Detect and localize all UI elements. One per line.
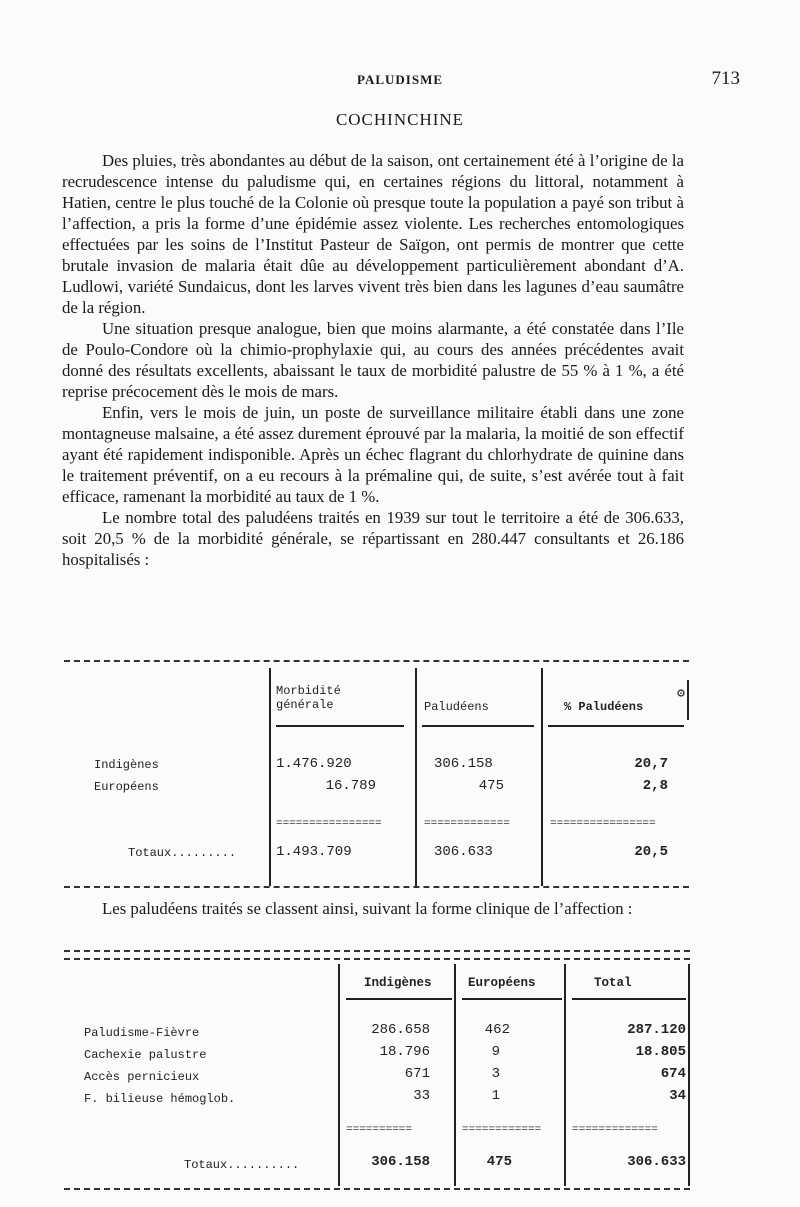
table-top-border [64, 950, 690, 952]
header-paludeens: Paludéens [424, 700, 489, 714]
paragraph-1: Des pluies, très abondantes au début de la saison, ont certainement été à l’origine de la recrudescence intense du paludisme qui, en certaines régions du littoral, notamment à Hatien, centre le plus touché de la Colonie où presque toute la population a payé son tribut à l’affection, a pris la forme d’une épidémie assez violente. Les recherches entomologiques effectuées par les soins de l’Institut Pasteur de Saïgon, ont permis de montrer que cette brutale invasion de malaria était dûe au développement particulièrement abondant d’A. Ludlowi, variété Sundaicus, dont les larves vivent très bien dans les lagunes d’eau saumâtre de la région. [62, 151, 684, 317]
paragraph-2: Une situation presque analogue, bien que moins alarmante, a été constatée dans l’Ile de Poulo-Condore où la chimio-prophylaxie qui, au cours des années précédentes avait donné des résultats excellents, abaissant le taux de morbidité palustre de 55 % à 1 %, a été reprise précocement dès le mois de mars. [62, 319, 684, 401]
header-underline [572, 998, 686, 1000]
sum-rule: ================ [276, 818, 382, 830]
header-underline [346, 998, 452, 1000]
cell: 2,8 [642, 778, 668, 794]
total-label: Totaux......... [128, 846, 237, 860]
page-header [60, 68, 740, 92]
cell: 33 [413, 1088, 430, 1104]
row-label: F. bilieuse hémoglob. [84, 1092, 236, 1106]
row-label: Cachexie palustre [84, 1048, 207, 1062]
sum-rule: ============ [462, 1124, 542, 1136]
column-divider [687, 680, 689, 720]
table-top-border [64, 958, 690, 960]
sum-rule: ================ [550, 818, 656, 830]
running-title: PALUDISME [356, 72, 444, 87]
column-divider [541, 668, 543, 886]
cell: 674 [660, 1066, 686, 1082]
paragraph-3: Enfin, vers le mois de juin, un poste de surveillance militaire établi dans une zone montagneuse malsaine, a été assez durement éprouvé par la malaria, la moitié de son effectif ayant été rapidement indisponible. Après un échec flagrant du chlorhydrate de quinine dans le traitement préventif, on a eu recours à la prémaline qui, de suite, s’est avérée tout à fait efficace, ramenant la morbidité au taux de 1 %. [62, 403, 684, 506]
total-cell: 306.633 [627, 1154, 686, 1170]
header-underline [462, 998, 562, 1000]
column-divider [454, 964, 456, 1186]
cell: 287.120 [627, 1022, 686, 1038]
cell: 671 [404, 1066, 430, 1082]
morbidity-table [64, 660, 689, 892]
total-cell: 306.158 [371, 1154, 430, 1170]
sum-rule: ========== [346, 1124, 413, 1136]
intertext: Les paludéens traités se classent ainsi, suivant la forme clinique de l’affection : [102, 899, 633, 918]
sum-rule: ============= [424, 818, 510, 830]
table-bottom-border [64, 1188, 690, 1190]
header-europeens: Européens [468, 976, 536, 990]
header-pct-paludeens: % Paludéens [564, 700, 644, 714]
row-label: Indigènes [94, 758, 159, 772]
header-underline [422, 725, 534, 727]
column-divider [338, 964, 340, 1186]
header-underline [548, 725, 684, 727]
cell: 16.789 [325, 778, 376, 794]
cell: 34 [669, 1088, 686, 1104]
header-indigenes: Indigènes [364, 976, 432, 990]
table-top-border [64, 660, 689, 662]
column-divider [688, 964, 690, 1186]
row-label: Européens [94, 780, 159, 794]
stamp-icon: ⚙ [677, 686, 685, 701]
cell: 9 [491, 1044, 500, 1060]
clinical-forms-table [64, 950, 690, 1196]
cell: 1 [491, 1088, 500, 1104]
total-label: Totaux.......... [184, 1158, 300, 1172]
page-number: 713 [711, 68, 740, 89]
column-divider [415, 668, 417, 886]
cell: 20,7 [634, 756, 668, 772]
column-divider [269, 668, 271, 886]
sum-rule: ============= [572, 1124, 658, 1136]
cell: 18.796 [379, 1044, 430, 1060]
row-label: Paludisme-Fièvre [84, 1026, 200, 1040]
cell: 475 [478, 778, 504, 794]
cell: 286.658 [371, 1022, 430, 1038]
row-label: Accès pernicieux [84, 1070, 200, 1084]
total-cell: 306.633 [434, 844, 493, 860]
total-cell: 1.493.709 [276, 844, 352, 860]
cell: 306.158 [434, 756, 493, 772]
cell: 1.476.920 [276, 756, 352, 772]
column-divider [564, 964, 566, 1186]
paragraph-4: Le nombre total des paludéens traités en 1939 sur tout le territoire a été de 306.633, soit 20,5 % de la morbidité générale, se répartissant en 280.447 consultants et 26.186 hospitalisés : [62, 508, 684, 569]
body-text [62, 150, 684, 570]
total-cell: 475 [486, 1154, 512, 1170]
cell: 462 [484, 1022, 510, 1038]
table-bottom-border [64, 886, 689, 888]
header-morbidite: Morbidité générale [276, 684, 341, 712]
header-total: Total [594, 976, 632, 990]
header-underline [276, 725, 404, 727]
cell: 3 [491, 1066, 500, 1082]
total-cell: 20,5 [634, 844, 668, 860]
section-title: COCHINCHINE [335, 110, 465, 129]
cell: 18.805 [635, 1044, 686, 1060]
